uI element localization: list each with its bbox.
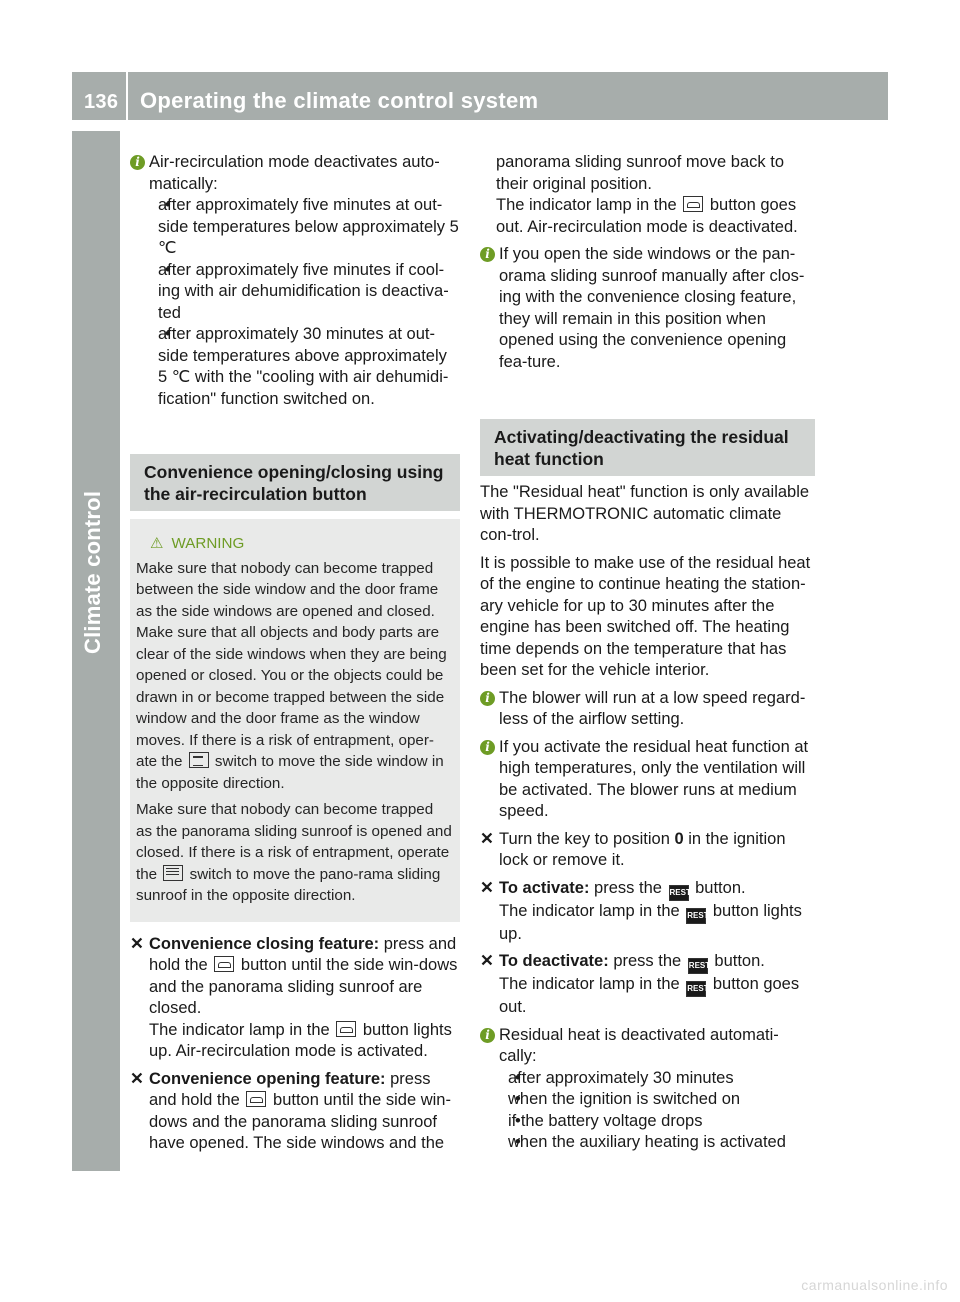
continued-text	[480, 152, 815, 238]
step-text: in the ignition lock or remove it.	[499, 829, 786, 869]
info-text: Residual heat is deactivated automati-cally:	[499, 1025, 779, 1065]
recirculation-button-icon	[214, 956, 234, 972]
page-title: Operating the climate control system	[140, 88, 539, 113]
step-text: button lights up. Air-recirculation mode is activated.	[149, 1020, 452, 1060]
info-note	[480, 1025, 815, 1154]
step-text: press and hold the	[149, 934, 457, 974]
list-item: • when the ignition is switched on	[499, 1089, 815, 1111]
warning-text: switch to move the pano-rama sliding sunroof in the opposite direction.	[136, 865, 441, 904]
step-arrow-icon: ✕	[130, 934, 144, 953]
warning-paragraph	[136, 558, 452, 795]
list-item: • after approximately five minutes if cool-ing with air dehumidification is deactiva-ted	[149, 260, 460, 325]
step-text: The indicator lamp in the	[149, 1020, 330, 1039]
step-text: button until the side win-dows and the panorama sliding sunroof have opened. The side windows and the	[149, 1091, 451, 1152]
rest-button-icon: REST	[686, 981, 706, 997]
info-note	[480, 244, 815, 373]
step-title: To activate:	[499, 878, 590, 897]
warning-triangle-icon: ⚠	[150, 535, 164, 552]
instruction-step	[480, 951, 815, 1019]
step-text: button lights up.	[499, 901, 802, 943]
watermark: carmanualsonline.info	[801, 1277, 948, 1293]
right-column	[480, 152, 815, 1160]
step-title: Convenience closing feature:	[149, 934, 380, 953]
step-text: The indicator lamp in the	[499, 901, 680, 920]
step-text: press the	[589, 878, 662, 897]
recirculation-button-icon	[336, 1021, 356, 1037]
info-icon: i	[130, 155, 145, 170]
step-text: button.	[714, 952, 765, 970]
list-item: • after approximately 30 minutes	[499, 1068, 815, 1090]
rest-button-icon: REST	[669, 885, 689, 901]
info-icon: i	[480, 691, 495, 706]
step-arrow-icon: ✕	[480, 829, 494, 848]
instruction-step	[480, 829, 815, 872]
step-title: To deactivate:	[499, 952, 609, 970]
warning-box	[130, 519, 460, 922]
instruction-step	[130, 1069, 460, 1155]
step-arrow-icon: ✕	[480, 952, 494, 970]
list-item: • after approximately 30 minutes at out-side temperatures above approximately 5 ℃ with the "cooling with air dehumidi-fication" function switched on.	[149, 324, 460, 410]
step-text: The indicator lamp in the	[499, 975, 680, 993]
step-text: button until the side win-dows and the panorama sliding sunroof are closed.	[149, 956, 458, 1017]
info-icon: i	[480, 740, 495, 755]
info-text: If you open the side windows or the pan-orama sliding sunroof manually after clos-ing with the convenience closing feature, they will remain in this position when opened using the convenience opening fea-ture.	[499, 245, 805, 371]
section-heading: Convenience opening/closing using the air-recirculation button	[130, 454, 460, 511]
section-heading: Activating/deactivating the residual heat function	[480, 419, 815, 476]
page-number: 136	[84, 91, 119, 113]
warning-header	[150, 533, 452, 555]
warning-text: Make sure that nobody can become trapped as the panorama sliding sunroof is opened and closed. If there is a risk of entrapment, operate the	[136, 801, 452, 883]
step-arrow-icon: ✕	[480, 878, 494, 897]
step-text: Turn the key to position	[499, 829, 675, 848]
window-switch-icon	[189, 752, 209, 768]
rest-button-icon: REST	[688, 958, 708, 974]
paragraph-text: The indicator lamp in the	[496, 196, 677, 214]
step-text: button goes out.	[499, 975, 800, 1016]
step-text: press and hold the	[149, 1069, 431, 1109]
info-note	[480, 688, 815, 731]
info-text: The blower will run at a low speed regard-less of the airflow setting.	[499, 688, 806, 728]
instruction-step	[130, 934, 460, 1063]
left-column	[130, 152, 460, 1161]
warning-label: WARNING	[171, 535, 245, 552]
info-icon: i	[480, 1028, 495, 1043]
list-item: • after approximately five minutes at out-side temperatures below approximately 5 ℃	[149, 195, 460, 260]
key-position: 0	[674, 829, 684, 848]
paragraph: panorama sliding sunroof move back to their original position.	[496, 153, 784, 193]
step-text: press the	[608, 952, 682, 970]
warning-text: Make sure that nobody can become trapped between the side window and the door frame as the side windows are opened and closed. Make sure that all objects and body parts are clear of the side windows when they are being opened or closed. You or the objects could be drawn in or become trapped between the side window and the door frame as the window moves. If there is a risk of entrapment, oper-ate the	[136, 559, 447, 770]
info-icon: i	[480, 247, 495, 262]
recirculation-button-icon	[246, 1091, 266, 1107]
warning-paragraph	[136, 799, 452, 907]
instruction-step	[480, 878, 815, 946]
sunroof-switch-icon	[163, 865, 183, 881]
warning-text: switch to move the side window in the opposite direction.	[136, 753, 444, 792]
header-divider	[126, 72, 128, 124]
side-tab-label-wrap	[82, 484, 110, 654]
info-text: Air-recirculation mode deactivates auto-matically:	[149, 153, 440, 193]
recirculation-button-icon	[683, 196, 703, 212]
step-title: Convenience opening feature:	[149, 1069, 386, 1088]
paragraph: The "Residual heat" function is only available with THERMOTRONIC automatic climate con-trol.	[480, 483, 810, 544]
info-note	[130, 152, 460, 410]
list-item: • if the battery voltage drops	[499, 1111, 815, 1133]
paragraph-text: button goes out. Air-recirculation mode is deactivated.	[496, 196, 798, 236]
info-note	[480, 737, 815, 823]
side-tab-label: Climate control	[80, 490, 105, 654]
step-text: button.	[695, 878, 746, 897]
rest-button-icon: REST	[686, 908, 706, 924]
paragraph: It is possible to make use of the residual heat of the engine to continue heating the station-ary vehicle for up to 30 minutes after the engine has been switched off. The heating time depends on the temperature that has been set for the vehicle interior.	[480, 553, 811, 679]
list-item: • when the auxiliary heating is activated	[499, 1132, 815, 1154]
step-arrow-icon: ✕	[130, 1069, 144, 1088]
info-text: If you activate the residual heat function at high temperatures, only the ventilation will be activated. The blower runs at medium speed.	[499, 737, 809, 820]
